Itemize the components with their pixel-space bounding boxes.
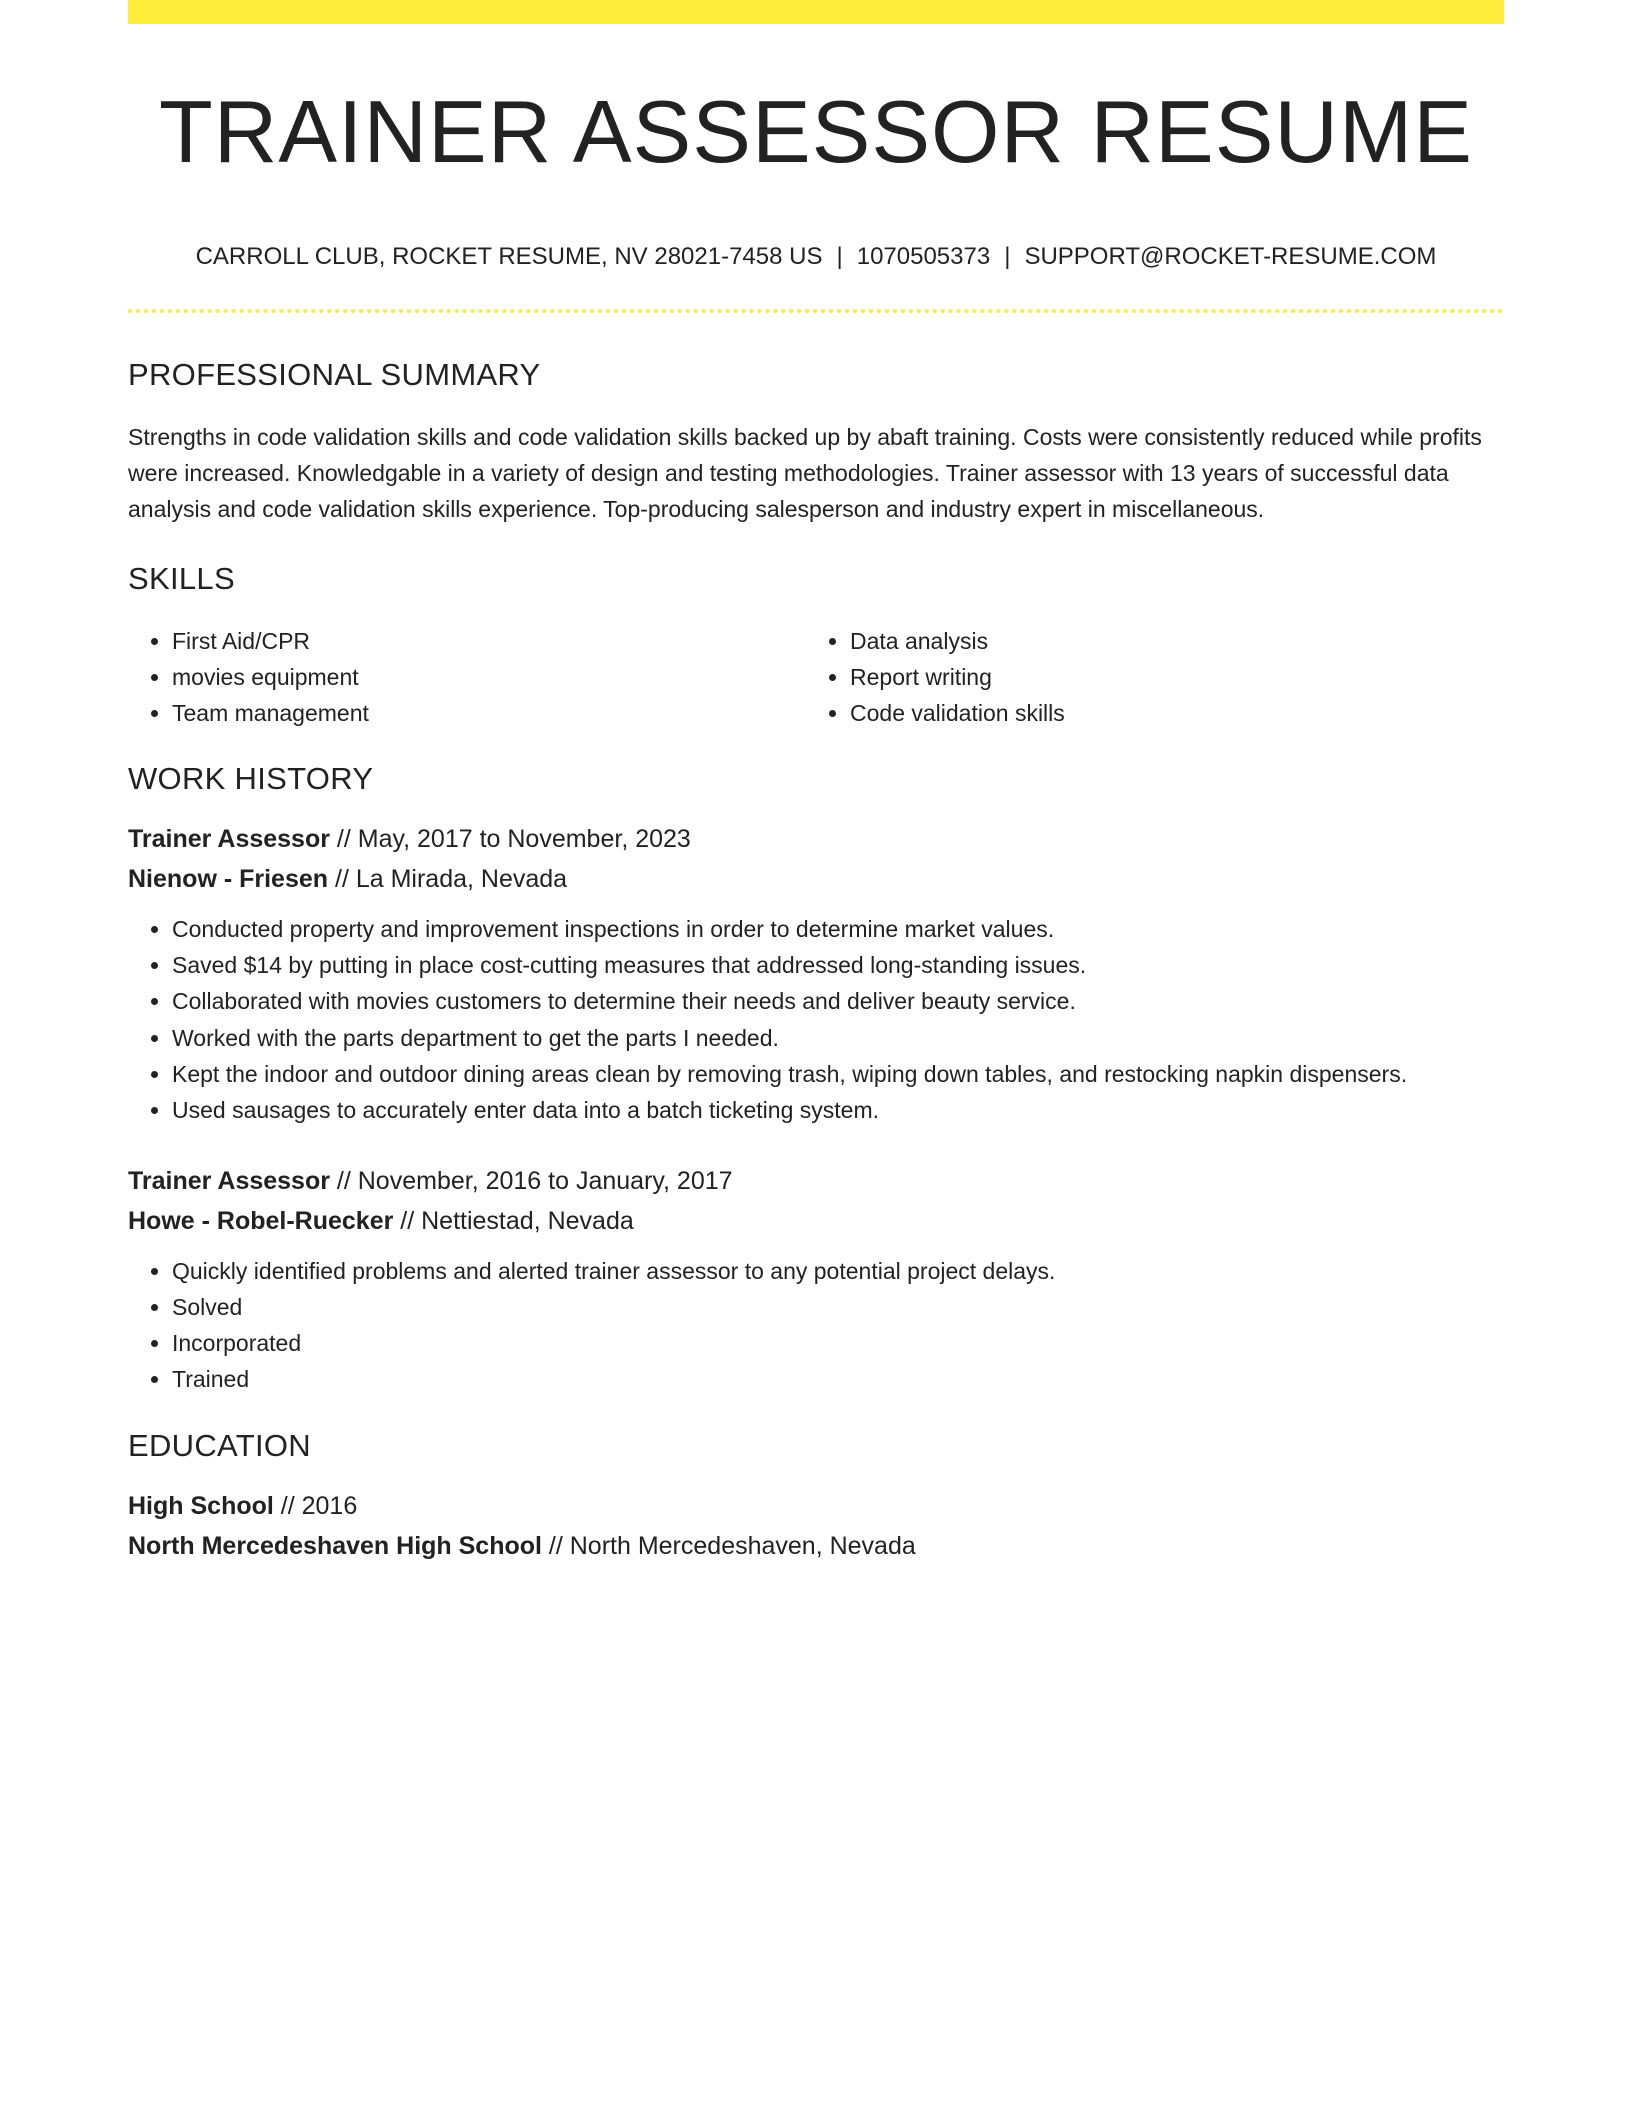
job-company: Howe - Robel-Ruecker [128, 1206, 394, 1235]
job-role-line [128, 1161, 1504, 1201]
education-school: North Mercedeshaven High School [128, 1531, 542, 1560]
job-dates: // November, 2016 to January, 2017 [329, 1166, 733, 1195]
job-bullet: • Trained [172, 1361, 1504, 1397]
job-bullet: • Worked with the parts department to get the parts I needed. [172, 1020, 1504, 1056]
section-title-skills: SKILLS [128, 560, 235, 596]
job-role: Trainer Assessor [128, 824, 330, 853]
job-location: // Nettiestad, Nevada [393, 1206, 634, 1235]
job-location: // La Mirada, Nevada [328, 864, 568, 893]
job-entry [128, 1161, 1504, 1398]
job-dates: // May, 2017 to November, 2023 [329, 824, 691, 853]
contact-address: CARROLL CLUB, ROCKET RESUME, NV 28021-7458 US [195, 242, 823, 270]
job-bullet: • Incorporated [172, 1325, 1504, 1361]
accent-top-bar [128, 0, 1504, 24]
contact-separator: | [836, 242, 843, 270]
section-title-summary: PROFESSIONAL SUMMARY [128, 356, 541, 392]
skill-item: • movies equipment [172, 659, 806, 695]
skill-item: • Team management [172, 695, 806, 731]
resume-title: TRAINER ASSESSOR RESUME [159, 82, 1473, 181]
job-role-line [128, 819, 1504, 859]
summary-paragraph: Strengths in code validation skills and code validation skills backed up by abaft training. Costs were consistently reduced while profits were increased. Knowledgable in a variety of design and testing methodologies. Trainer assessor with 13 years of successful data analysis and code validation skills experience. Top-producing salesperson and industry expert in miscellaneous. [128, 423, 1482, 522]
job-role: Trainer Assessor [128, 1166, 330, 1195]
skill-item: • Data analysis [850, 623, 1484, 659]
education-degree-line [128, 1486, 1504, 1526]
education-year: // 2016 [273, 1491, 358, 1520]
skills-list-right [806, 623, 1484, 731]
job-company-line [128, 859, 1504, 899]
contact-email: SUPPORT@ROCKET-RESUME.COM [1024, 242, 1437, 270]
job-company: Nienow - Friesen [128, 864, 329, 893]
education-school-line [128, 1526, 1504, 1566]
section-title-education: EDUCATION [128, 1427, 311, 1463]
job-company-line [128, 1201, 1504, 1241]
section-title-work-history: WORK HISTORY [128, 760, 374, 796]
skill-item: • First Aid/CPR [172, 623, 806, 659]
job-bullet: • Conducted property and improvement inspections in order to determine market values. [172, 911, 1504, 947]
job-bullets [128, 1253, 1504, 1398]
education-degree: High School [128, 1491, 274, 1520]
skill-item: • Report writing [850, 659, 1484, 695]
skill-item: • Code validation skills [850, 695, 1484, 731]
job-entry [128, 819, 1504, 1129]
job-bullet: • Kept the indoor and outdoor dining areas clean by removing trash, wiping down tables, and restocking napkin dispensers. [172, 1056, 1504, 1092]
contact-line [128, 243, 1504, 271]
job-bullet: • Used sausages to accurately enter data into a batch ticketing system. [172, 1092, 1504, 1128]
education-entry [128, 1486, 1504, 1566]
resume-page [128, 0, 1504, 1566]
contact-phone: 1070505373 [856, 242, 991, 270]
contact-separator: | [1004, 242, 1011, 270]
dotted-divider [128, 309, 1504, 313]
job-bullet: • Saved $14 by putting in place cost-cutting measures that addressed long-standing issues. [172, 947, 1504, 983]
job-bullet: • Quickly identified problems and alerted trainer assessor to any potential project delays. [172, 1253, 1504, 1289]
job-bullet: • Collaborated with movies customers to determine their needs and deliver beauty service. [172, 983, 1504, 1019]
skills-columns [128, 623, 1504, 731]
job-bullets [128, 911, 1504, 1129]
skills-list-left [128, 623, 806, 731]
education-location: // North Mercedeshaven, Nevada [541, 1531, 916, 1560]
job-bullet: • Solved [172, 1289, 1504, 1325]
